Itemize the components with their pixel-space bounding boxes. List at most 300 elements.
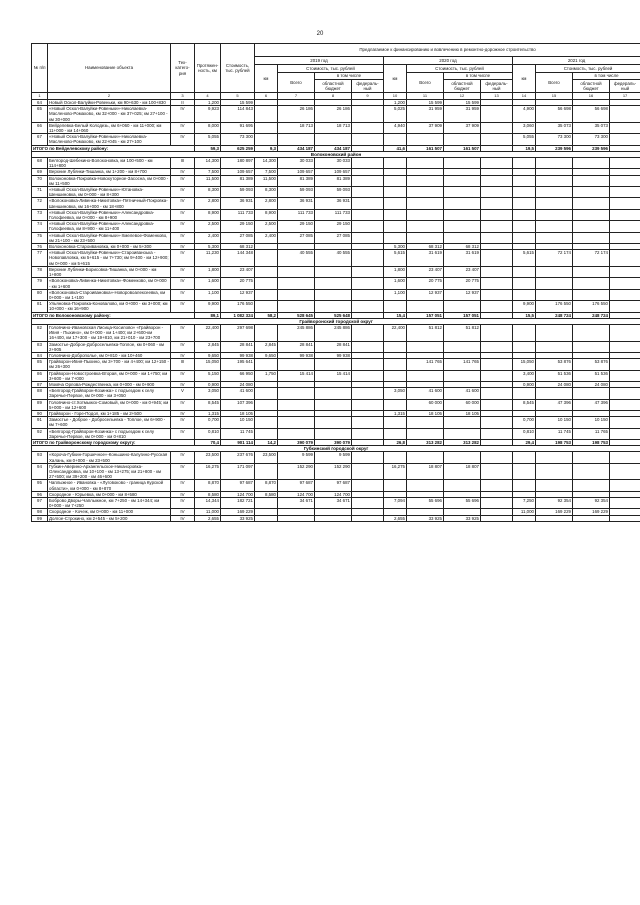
table-cell [513, 463, 536, 480]
table-cell [407, 175, 444, 186]
table-cell: 124 700 [315, 491, 352, 497]
total-cell: 390 079 [315, 439, 352, 445]
table-cell: IV [171, 250, 195, 267]
table-cell [481, 324, 513, 341]
table-cell: 0,700 [195, 417, 221, 428]
table-cell: 16,275 [384, 463, 407, 480]
table-cell: IV [171, 278, 195, 289]
column-number: 3 [171, 93, 195, 100]
table-cell: 97 687 [221, 480, 255, 491]
table-cell [352, 463, 384, 480]
table-cell: 176 550 [221, 301, 255, 312]
header-cost-thous: Стоимость, тыс. рублей [278, 65, 384, 73]
table-row [32, 417, 640, 428]
table-row [32, 232, 640, 243]
table-cell [278, 417, 315, 428]
table-cell: 2,500 [255, 221, 278, 232]
object-name-cell: Головчино-Ивановская Лисица-Косилово» «Грайворон - Ивня - Пыхино», км 0+000 - км 1+400; км 2+600-км 16+400, км 17+300 - км 19+810, км 21+010 - км 23+700 [48, 324, 171, 341]
table-cell [610, 250, 640, 267]
table-cell: 81 [32, 301, 48, 312]
table-cell [610, 232, 640, 243]
table-cell: 92 354 [573, 498, 610, 509]
table-cell: 23,500 [255, 452, 278, 463]
header-year-2020: 2020 год [384, 57, 513, 65]
table-cell: 182 721 [221, 498, 255, 509]
object-name-cell: Боброво Дворы-Чаплыжное, км 7+250 - км 14+344; км 0+000 - км 7+250 [48, 498, 171, 509]
table-cell [352, 515, 384, 521]
table-cell: 55 696 [444, 498, 481, 509]
table-cell [573, 198, 610, 209]
table-cell: 109 657 [278, 169, 315, 175]
table-cell [481, 198, 513, 209]
table-row [32, 187, 640, 198]
table-cell: 35 073 [536, 122, 573, 133]
header-federal: федераль- ный [610, 80, 640, 93]
table-cell [255, 428, 278, 439]
column-number: 8 [315, 93, 352, 100]
table-cell: 81 389 [315, 175, 352, 186]
section-heading: Грайворонский городской округ [32, 318, 640, 324]
table-cell: 5,025 [384, 106, 407, 123]
table-cell: IV [171, 266, 195, 277]
table-cell: 141 765 [407, 359, 444, 370]
header-cost-thous: Стоимость, тыс. рублей [536, 65, 640, 73]
table-cell [444, 198, 481, 209]
table-cell [573, 175, 610, 186]
table-cell [610, 209, 640, 220]
table-cell: 141 765 [444, 359, 481, 370]
table-cell [481, 515, 513, 521]
table-cell [384, 480, 407, 491]
table-cell: 36 931 [221, 198, 255, 209]
table-cell [610, 428, 640, 439]
table-cell [444, 175, 481, 186]
header-total: Всего [407, 73, 444, 93]
table-cell [315, 359, 352, 370]
table-cell [352, 341, 384, 352]
table-cell: 27 085 [315, 232, 352, 243]
table-cell [384, 221, 407, 232]
table-cell [573, 158, 610, 169]
table-row [32, 498, 640, 509]
total-cell: 29,4 [513, 439, 536, 445]
table-cell: 152 290 [278, 463, 315, 480]
table-cell: 152 290 [315, 463, 352, 480]
table-cell: 297 698 [221, 324, 255, 341]
table-cell: 87 [32, 381, 48, 387]
column-number: 10 [384, 93, 407, 100]
table-cell: 1,100 [384, 289, 407, 300]
total-cell: 313 282 [444, 439, 481, 445]
total-cell: 625 259 [221, 145, 255, 151]
table-row [32, 158, 640, 169]
table-cell [278, 134, 315, 145]
table-cell: 59 093 [278, 187, 315, 198]
table-cell [610, 370, 640, 381]
table-cell: 4,900 [513, 106, 536, 123]
column-number: 14 [513, 93, 536, 100]
header-incl: в том числе [444, 73, 513, 80]
table-cell: 68 312 [444, 244, 481, 250]
object-name-cell: Замостье-Доброе-Добросельевка-Топлое, км 0+060 - км 2+905 [48, 341, 171, 352]
table-cell [444, 232, 481, 243]
table-cell: 53 876 [573, 359, 610, 370]
table-cell: 70 [32, 175, 48, 186]
object-name-cell: «Новый Оскол-Валуйки-Ровеньки»-Староиваноька - Новопавловка, км 5+615 - км 7+730; км 9+400 - км 12+900; км 0+000 - км 5+615 [49, 250, 169, 266]
header-km: км [513, 65, 536, 93]
table-cell: 94 [32, 463, 48, 480]
object-name-cell: Головчино-Доброполье, км 0+810 - км 10+460 [48, 352, 171, 358]
table-cell: 11,000 [195, 509, 221, 515]
table-cell [610, 417, 640, 428]
table-cell [481, 480, 513, 491]
table-cell [444, 301, 481, 312]
table-cell: 60 000 [444, 399, 481, 410]
object-name-cell: Грайворон-Ивня-Пыхино, км 3+700 - км 4+400; км 12+150 - км 26+300 [49, 359, 169, 370]
column-number: 13 [481, 93, 513, 100]
table-cell [513, 278, 536, 289]
table-cell: 1,315 [384, 410, 407, 416]
table-cell: 9 599 [278, 452, 315, 463]
table-cell: 15 414 [278, 370, 315, 381]
table-cell [352, 122, 384, 133]
table-cell [573, 266, 610, 277]
table-cell: 15 599 [407, 100, 444, 106]
table-cell: 97 [32, 498, 48, 509]
object-name-cell: Вейделевка-Белый Колодезь, км 6+060 - км 11+000; км 11+000 - км 14+060 [48, 122, 171, 133]
table-cell: IV [171, 509, 195, 515]
table-cell: 7,094 [384, 498, 407, 509]
table-cell [352, 134, 384, 145]
table-cell: IV [171, 491, 195, 497]
header-cost: Стоимость, тыс. рублей [221, 44, 255, 93]
table-cell [315, 301, 352, 312]
table-cell: 1,600 [195, 278, 221, 289]
total-cell: 26,8 [384, 439, 407, 445]
table-cell: 11,500 [255, 175, 278, 186]
table-cell: 15 599 [221, 100, 255, 106]
table-cell: 237 676 [221, 452, 255, 463]
table-cell: 85 [32, 359, 48, 370]
table-cell: 8,545 [513, 399, 536, 410]
total-cell: 248 724 [573, 312, 610, 318]
table-cell [352, 399, 384, 410]
table-cell: 72 174 [536, 250, 573, 267]
header-regional: областной бюджет [315, 80, 352, 93]
table-cell [481, 498, 513, 509]
table-cell [278, 301, 315, 312]
table-cell: 107 396 [221, 399, 255, 410]
table-cell [384, 175, 407, 186]
table-cell: 59 093 [221, 187, 255, 198]
table-header [32, 44, 640, 100]
table-cell: 28 841 [221, 341, 255, 352]
table-cell [610, 399, 640, 410]
table-cell [352, 480, 384, 491]
table-cell [513, 515, 536, 521]
column-number: 6 [255, 93, 278, 100]
total-cell: 14,2 [255, 439, 278, 445]
table-cell: IV [171, 187, 195, 198]
table-cell: 8,545 [195, 399, 221, 410]
table-cell [481, 278, 513, 289]
table-cell [255, 301, 278, 312]
table-cell: 27 085 [278, 232, 315, 243]
table-cell: 11 745 [221, 428, 255, 439]
header-name: Наименование объекта [48, 44, 171, 93]
table-cell: 60 000 [407, 399, 444, 410]
table-cell: 83 [32, 341, 48, 352]
table-cell: 91 695 [221, 122, 255, 133]
table-cell [352, 209, 384, 220]
table-cell [352, 187, 384, 198]
total-label: ИТОГО по Волоконовскому району: [32, 312, 195, 318]
table-cell [481, 388, 513, 399]
total-cell: 198 753 [573, 439, 610, 445]
table-cell: 22,400 [195, 324, 221, 341]
table-row [32, 278, 640, 289]
total-cell: 528 645 [278, 312, 315, 318]
object-name-cell: Грайворон-Новостроевка-Вторая, км 0+000 - км 1+750; км 3+600 - км 7+000 [48, 370, 171, 381]
table-cell [407, 134, 444, 145]
table-cell: 18 713 [278, 122, 315, 133]
table-cell: 10 150 [221, 417, 255, 428]
table-cell: 96 [32, 491, 48, 497]
table-cell: 2,655 [384, 515, 407, 521]
table-cell: IV [171, 244, 195, 250]
table-cell [407, 198, 444, 209]
table-cell: 4,940 [384, 122, 407, 133]
table-cell [610, 341, 640, 352]
table-cell: 33 925 [221, 515, 255, 521]
table-row [32, 324, 640, 341]
total-cell: 239 596 [536, 145, 573, 151]
table-cell: 81 389 [278, 175, 315, 186]
table-cell [255, 289, 278, 300]
table-cell: 29 150 [221, 221, 255, 232]
table-cell [513, 175, 536, 186]
table-cell [278, 515, 315, 521]
table-cell [384, 399, 407, 410]
table-cell: IV [171, 175, 195, 186]
table-cell [573, 515, 610, 521]
table-cell: 144 348 [221, 250, 255, 267]
total-label: ИТОГО по Вейделевскому району: [32, 145, 195, 151]
table-cell: 9 599 [315, 452, 352, 463]
header-year-2021: 2021 год [513, 57, 640, 65]
table-cell: 51 812 [444, 324, 481, 341]
header-km: км [384, 65, 407, 93]
object-name-cell: Верхние Лубянки-Борисовка-Тишанка, км 0+000 - км 1+800 [48, 266, 171, 277]
table-cell: IV [171, 169, 195, 175]
table-cell [444, 480, 481, 491]
table-cell: 28 841 [315, 341, 352, 352]
table-cell: 93 [32, 452, 48, 463]
table-cell: 7,500 [255, 169, 278, 175]
header-regional: областной бюджет [444, 80, 481, 93]
header-total: Всего [536, 73, 573, 93]
table-cell: 1,800 [384, 266, 407, 277]
table-cell: 99 [32, 515, 48, 521]
table-cell [407, 158, 444, 169]
table-cell: 97 687 [278, 480, 315, 491]
table-cell [444, 452, 481, 463]
table-cell [352, 158, 384, 169]
table-cell [513, 480, 536, 491]
table-cell: 26 186 [315, 106, 352, 123]
table-cell [352, 417, 384, 428]
table-cell [384, 341, 407, 352]
table-cell [444, 341, 481, 352]
table-cell: 124 700 [221, 491, 255, 497]
table-cell [255, 515, 278, 521]
table-cell: 12 937 [221, 289, 255, 300]
header-category: Тех- катего- рия [171, 44, 195, 93]
table-cell [255, 266, 278, 277]
header-length: Протяжен- ность, км [195, 44, 221, 93]
table-cell [407, 232, 444, 243]
table-cell [352, 388, 384, 399]
table-cell [536, 158, 573, 169]
table-cell [384, 452, 407, 463]
table-cell: 8,900 [195, 209, 221, 220]
table-cell: 12 937 [407, 289, 444, 300]
table-row [32, 428, 640, 439]
table-cell: 171 097 [221, 463, 255, 480]
header-regional: областной бюджет [573, 80, 610, 93]
object-name-cell: «Новый Оскол-Валуйки-Ровеньки»-Александровка-Голофеевка, км 8+900 - км 11+400 [48, 221, 171, 232]
total-cell: 157 051 [407, 312, 444, 318]
table-cell: 10 150 [536, 417, 573, 428]
object-name-cell: «Новый Оскол-Валуйки-Ровеньки»-Николаевка-Масленово-Ромахово, км 22+045 - км 27+100 [48, 134, 171, 145]
table-cell [255, 463, 278, 480]
table-cell [407, 341, 444, 352]
object-name-cell: Грайворон - Горе-Подол, км 1+185 - км 2+500 [48, 410, 171, 416]
table-cell: 22,400 [384, 324, 407, 341]
table-cell: 40 555 [315, 250, 352, 267]
table-cell: 35 073 [573, 122, 610, 133]
table-cell: 36 931 [315, 198, 352, 209]
table-cell: IV [171, 106, 195, 123]
object-name-cell: «Новый Оскол-Валуйки-Ровеньки»-Николаевка-Масленово-Ромахово, км 32+000 - км 37+025; км 27+100 - км 30+000 [48, 106, 171, 123]
table-cell [610, 266, 640, 277]
table-cell [352, 428, 384, 439]
total-cell: 161 507 [444, 145, 481, 151]
table-cell: 18 807 [407, 463, 444, 480]
table-cell: 2,655 [195, 515, 221, 521]
table-cell [384, 428, 407, 439]
total-cell: 157 051 [444, 312, 481, 318]
table-row [32, 134, 640, 145]
table-cell: 9,650 [195, 352, 221, 358]
table-cell [407, 301, 444, 312]
table-cell: IV [171, 324, 195, 341]
table-cell: 79 [32, 278, 48, 289]
table-cell [610, 134, 640, 145]
table-cell: 2,845 [195, 341, 221, 352]
table-cell: 51 536 [573, 370, 610, 381]
table-cell: 7,500 [195, 169, 221, 175]
table-cell [536, 388, 573, 399]
table-cell: 1,200 [195, 100, 221, 106]
table-cell [610, 515, 640, 521]
table-cell [384, 359, 407, 370]
object-name-cell: Головчино-ст.Хотмыжск-Сомовый, км 0+000 - км 0+945; км 5+000 - км 12+600 [48, 399, 171, 410]
object-name-cell: «Новый Оскол-Валуйки-Ровеньки»-Ютановка-Шеншиновка, км 0+000 - км 8+300 [48, 187, 171, 198]
table-cell: IV [171, 122, 195, 133]
table-cell: 41 600 [444, 388, 481, 399]
table-cell [610, 480, 640, 491]
table-cell [573, 232, 610, 243]
table-cell [255, 324, 278, 341]
object-name-cell: Губкин-Аверино-Архангельское-Никаноровка-Олександровка, км 10+100 - км 13+275; км 21+800 - км 27+500; км 39+200 - км 46+600 [48, 463, 171, 480]
table-cell: 66 [32, 122, 48, 133]
header-cost-thous: Стоимость, тыс. рублей [407, 65, 513, 73]
table-cell: 64 [32, 100, 48, 106]
object-name-cell: Замостье - Доброе - Добросельевка - Топлое, км 6+900 - км 7+600 [48, 417, 171, 428]
table-cell: 88 [32, 388, 48, 399]
table-cell: 40 555 [278, 250, 315, 267]
table-cell: 56 698 [573, 106, 610, 123]
table-cell: 9,650 [255, 352, 278, 358]
table-cell: 2,845 [255, 341, 278, 352]
table-cell [352, 175, 384, 186]
table-cell [481, 122, 513, 133]
table-cell: IV [171, 381, 195, 387]
table-body [32, 100, 640, 522]
table-cell [255, 498, 278, 509]
total-cell: 70,4 [195, 439, 221, 445]
table-cell [536, 480, 573, 491]
table-cell [315, 515, 352, 521]
table-cell: 3,400 [513, 370, 536, 381]
table-cell: 51 812 [407, 324, 444, 341]
table-cell: IV [171, 370, 195, 381]
table-cell [255, 278, 278, 289]
total-cell: 434 187 [278, 145, 315, 151]
table-cell: 66 950 [221, 370, 255, 381]
table-cell [573, 388, 610, 399]
object-name-cell: «Новый Оскол-Валуйки-Ровеньки»-Александровка-Голофеевка, км 0+000 - км 8+900 [48, 209, 171, 220]
table-cell: 7,250 [513, 498, 536, 509]
table-cell [481, 106, 513, 123]
table-row [32, 452, 640, 463]
table-cell: 245 886 [315, 324, 352, 341]
table-row [32, 289, 640, 300]
table-cell: 111 733 [315, 209, 352, 220]
table-cell: 3,050 [195, 388, 221, 399]
table-cell: 84 [32, 352, 48, 358]
table-cell [573, 480, 610, 491]
table-cell: 5,150 [195, 370, 221, 381]
table-row [32, 198, 640, 209]
table-cell: 68 312 [221, 244, 255, 250]
object-name-cell: «Белгород-Грайворон-Козинка» с подъездом к селу Заречье-Первое, км 0+000 - км 0+810 [48, 428, 171, 439]
table-row [32, 370, 640, 381]
table-cell: 11,000 [513, 509, 536, 515]
table-cell: 91 [32, 417, 48, 428]
table-cell [315, 417, 352, 428]
table-cell: 73 300 [536, 134, 573, 145]
table-cell [610, 158, 640, 169]
table-cell [536, 289, 573, 300]
table-cell [352, 198, 384, 209]
table-cell: 18 713 [315, 122, 352, 133]
table-cell [255, 388, 278, 399]
table-cell [384, 158, 407, 169]
table-cell: IV [171, 352, 195, 358]
total-cell: 58,2 [255, 312, 278, 318]
